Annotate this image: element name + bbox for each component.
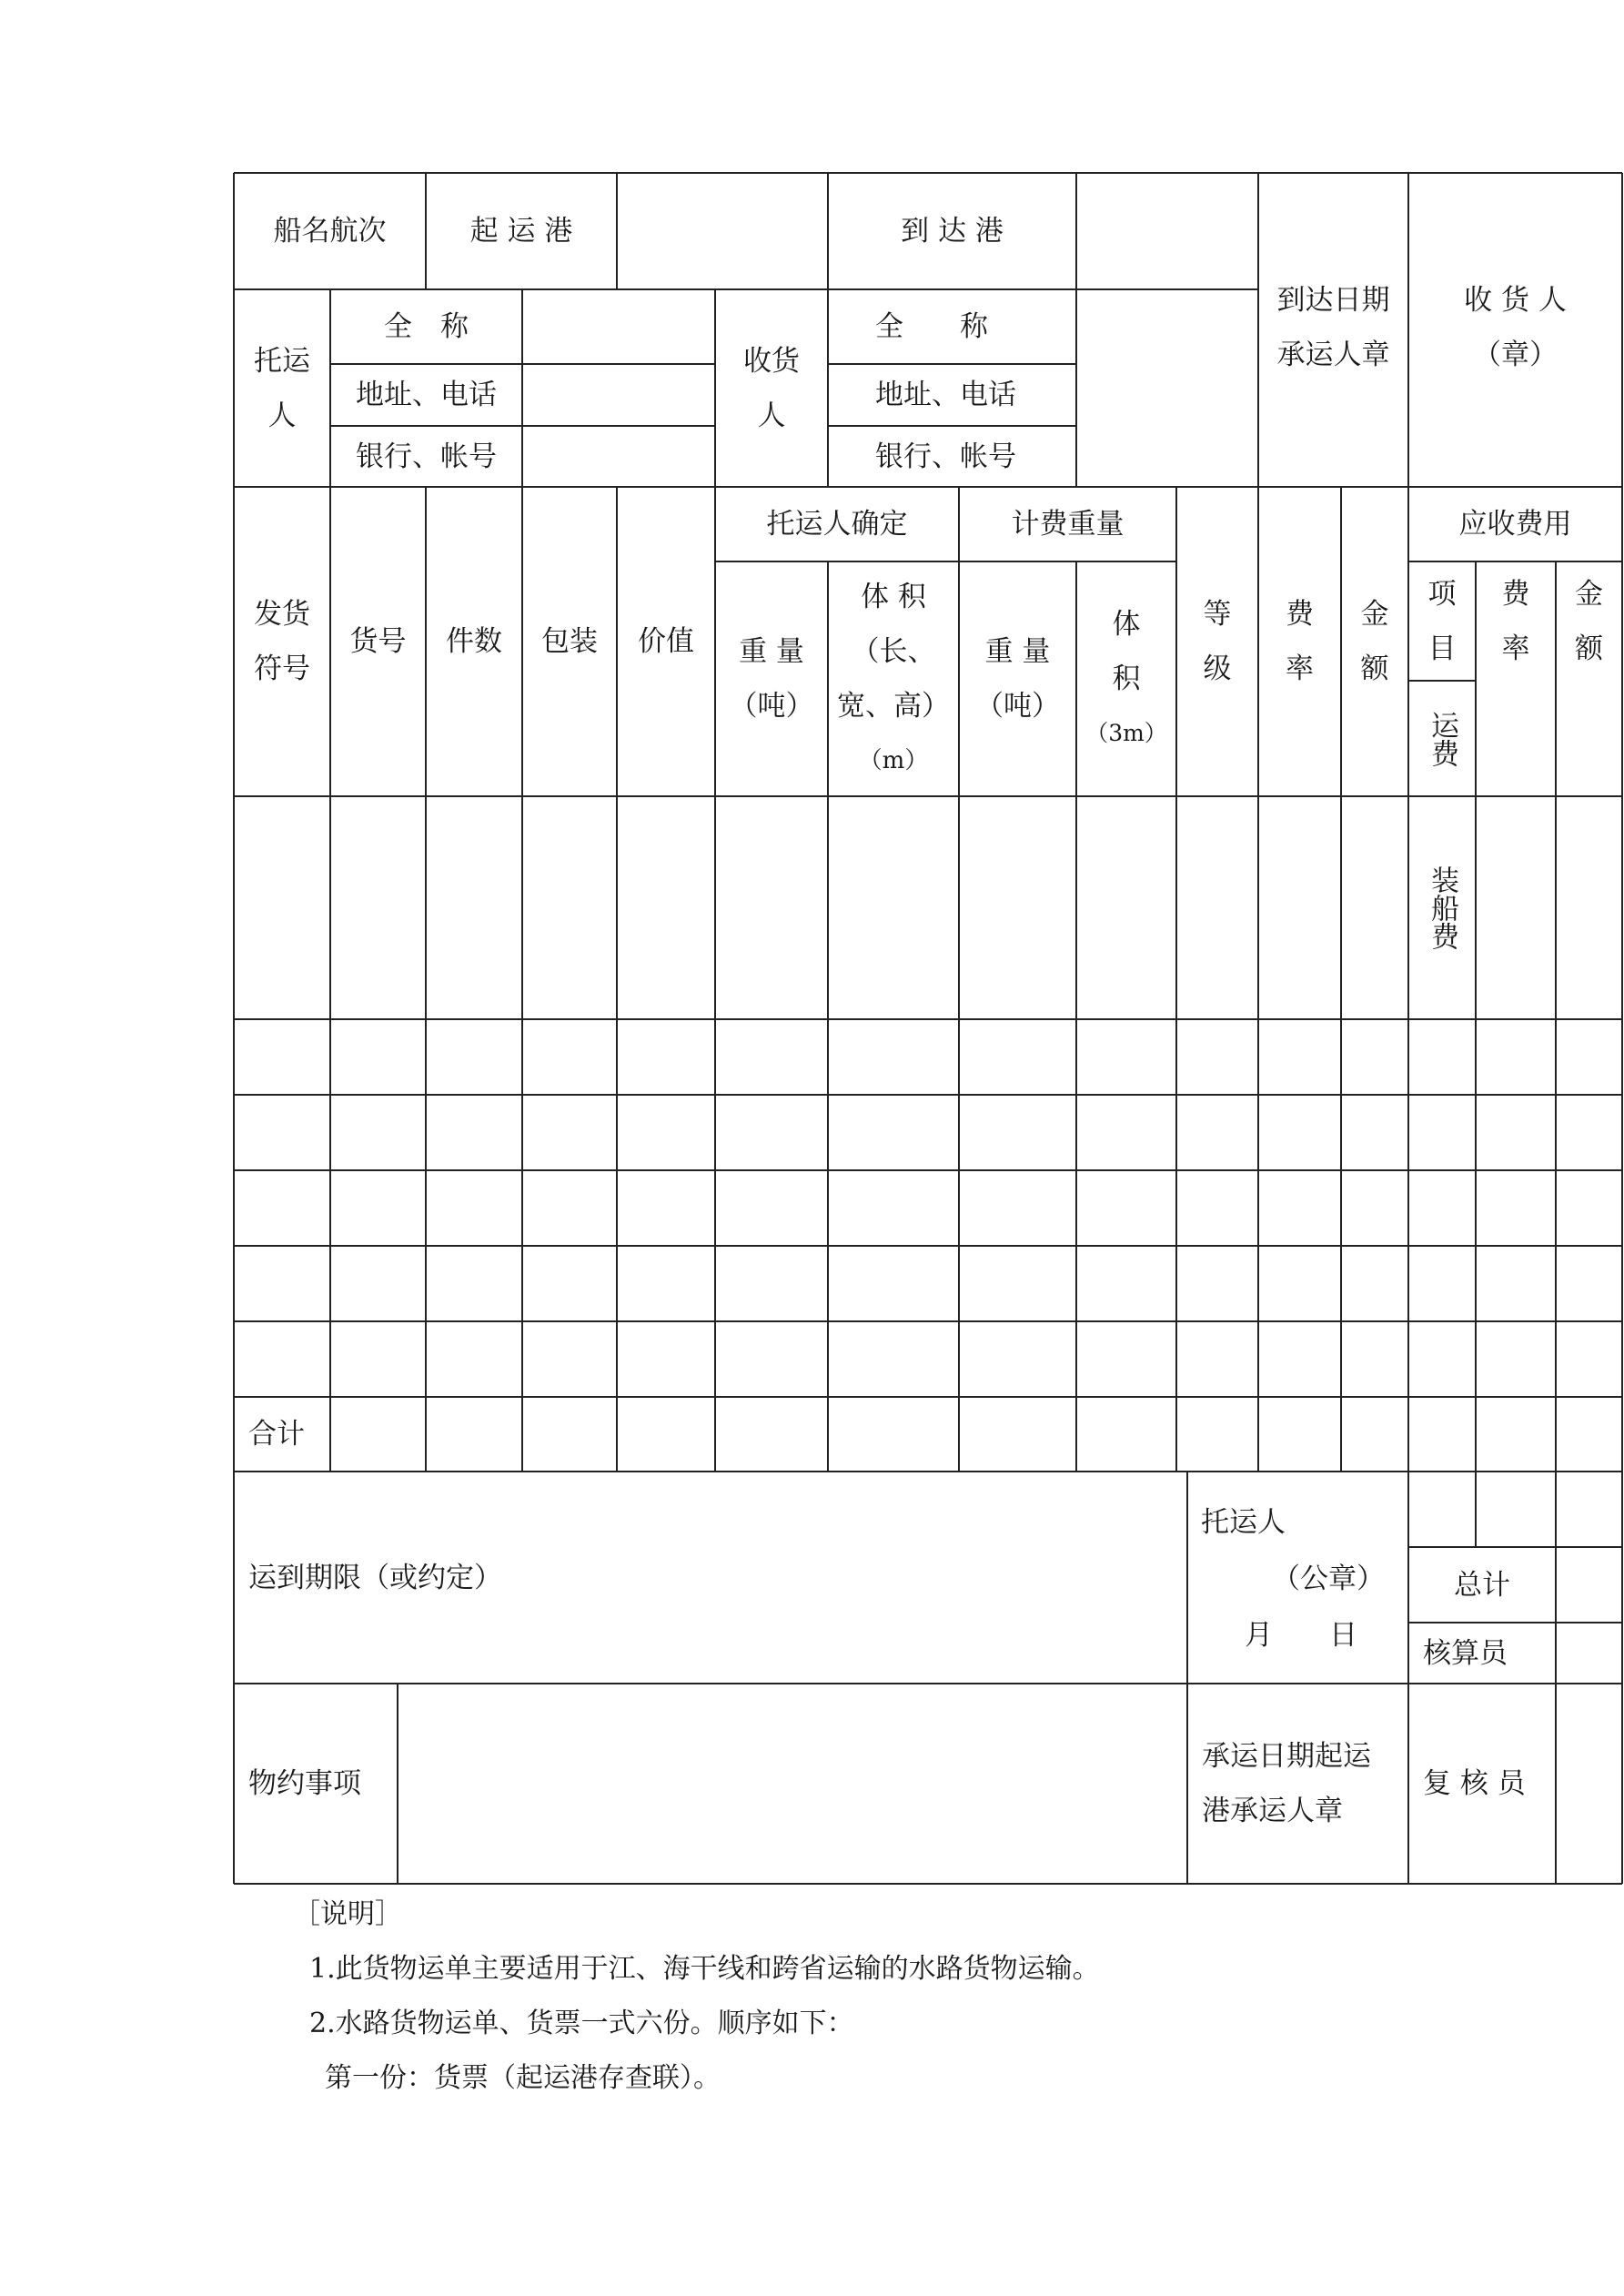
col-volume-dims-line4: （m） <box>858 747 929 774</box>
receiver-bank-account-field[interactable] <box>1076 426 1258 487</box>
col-cargo-no: 货号 <box>349 625 407 658</box>
col-weight-tons <box>715 561 828 796</box>
notes-item-3: 第一份：货票（起运港存查联）。 <box>325 2062 721 2094</box>
receiver-full-name-field[interactable] <box>1076 289 1258 364</box>
col-grade-line1: 等 <box>1203 598 1232 631</box>
consignee-title: 收 货 人 <box>1464 284 1567 317</box>
col-charge-weight: 计费重量 <box>1011 508 1125 541</box>
shipper-label <box>234 289 330 487</box>
receiver-label <box>715 289 828 487</box>
col-fee-amount <box>1556 561 1622 681</box>
departure-port-field[interactable] <box>617 173 828 289</box>
notes-item-2: 2.水路货物运单、货票一式六份。顺序如下： <box>309 2008 854 2039</box>
fee-item-loading: 装船费 <box>1426 865 1458 950</box>
col-shipping-mark-line1: 发货 <box>254 598 310 631</box>
col-volume-dims-line3: 宽、高） <box>837 690 950 723</box>
col-amount-line2: 额 <box>1360 652 1389 685</box>
col-fee-item <box>1408 561 1476 681</box>
col-packing: 包装 <box>541 625 598 658</box>
notes-heading: ［说明］ <box>293 1898 402 1930</box>
carry-date-stamp <box>1187 1684 1408 1884</box>
shipper-label-line2: 人 <box>267 399 297 432</box>
col-charge-volume-line1: 体 <box>1112 608 1141 641</box>
col-shipper-confirmed: 托运人确定 <box>766 508 908 541</box>
totals-row-label: 合计 <box>248 1418 305 1451</box>
col-fee-amount-line2: 额 <box>1575 632 1603 665</box>
arrival-port-label: 到 达 港 <box>901 215 1004 248</box>
shipper-full-name-field[interactable] <box>522 289 715 364</box>
receiver-bank-account-label: 银行、帐号 <box>875 440 1016 473</box>
carry-date-line1: 承运日期起运 <box>1202 1740 1371 1773</box>
col-volume-dims-line2: （长、 <box>851 635 936 668</box>
shipper-full-name-label: 全 称 <box>384 310 469 343</box>
shipper-bank-account-label: 银行、帐号 <box>356 440 497 473</box>
col-fee-item-line1: 项 <box>1427 577 1457 611</box>
receiver-address-phone-field[interactable] <box>1076 364 1258 426</box>
arrival-date-line2: 承运人章 <box>1276 339 1390 371</box>
col-weight-tons-line2: （吨） <box>729 690 814 723</box>
col-pieces: 件数 <box>446 625 502 658</box>
col-value: 价值 <box>638 625 694 658</box>
col-charge-volume <box>1076 561 1176 796</box>
fee-item-freight: 运费 <box>1426 710 1458 767</box>
col-fee-amount-line1: 金 <box>1575 577 1603 611</box>
official-seal-label: （公章） <box>1272 1563 1385 1595</box>
reviewer-label: 复 核 员 <box>1423 1767 1526 1800</box>
col-charge-volume-line3: （3m） <box>1085 720 1167 746</box>
col-grade-line2: 级 <box>1203 652 1232 685</box>
col-receivable-fees: 应收费用 <box>1458 508 1572 541</box>
col-charge-weight-tons-line1: 重 量 <box>984 635 1051 668</box>
col-shipping-mark <box>234 487 330 796</box>
departure-port-label: 起 运 港 <box>469 215 573 248</box>
col-fee-rate-line2: 率 <box>1501 632 1530 665</box>
col-shipping-mark-line2: 符号 <box>254 652 310 685</box>
col-fee-item-line2: 目 <box>1427 632 1457 665</box>
col-rate <box>1258 487 1341 796</box>
arrival-port-field[interactable] <box>1076 173 1258 289</box>
receiver-address-phone-label: 地址、电话 <box>875 379 1016 411</box>
special-terms-field[interactable] <box>398 1684 1187 1884</box>
shipper-label-line1: 托运 <box>254 344 310 378</box>
receiver-label-line2: 人 <box>757 399 786 432</box>
month-day-label: 月 日 <box>1245 1619 1357 1652</box>
arrival-date-carrier-stamp <box>1258 264 1408 391</box>
shipper-address-phone-label: 地址、电话 <box>356 379 497 411</box>
ship-voyage-label: 船名航次 <box>273 215 387 248</box>
shipper-sign-label: 托运人 <box>1201 1506 1286 1539</box>
col-rate-line1: 费 <box>1286 598 1314 631</box>
carry-date-line2: 港承运人章 <box>1202 1795 1343 1827</box>
col-charge-weight-tons <box>959 561 1076 796</box>
col-grade <box>1176 487 1258 796</box>
notes-item-1: 1.此货物运单主要适用于江、海干线和跨省运输的水路货物运输。 <box>309 1953 1100 1985</box>
consignee-stamp: （章） <box>1473 339 1558 371</box>
special-terms-label: 物约事项 <box>248 1767 361 1800</box>
col-volume-dims-line1: 体 积 <box>861 581 926 613</box>
col-fee-rate <box>1476 561 1556 681</box>
shipper-bank-account-field[interactable] <box>522 426 715 487</box>
transit-limit-label: 运到期限（或约定） <box>248 1561 502 1594</box>
grand-total-label: 总计 <box>1454 1568 1510 1602</box>
col-charge-volume-line2: 积 <box>1112 663 1141 695</box>
receiver-full-name-label: 全 称 <box>875 310 988 343</box>
accountant-label: 核算员 <box>1423 1636 1508 1670</box>
col-charge-weight-tons-line2: （吨） <box>975 690 1060 723</box>
consignee-stamp-box <box>1408 264 1622 391</box>
col-fee-rate-line1: 费 <box>1501 577 1530 611</box>
col-weight-tons-line1: 重 量 <box>739 635 804 668</box>
col-amount-line1: 金 <box>1360 598 1389 631</box>
col-amount <box>1341 487 1408 796</box>
arrival-date-line1: 到达日期 <box>1276 284 1390 317</box>
shipper-address-phone-field[interactable] <box>522 364 715 426</box>
receiver-label-line1: 收货 <box>743 344 800 378</box>
col-volume-dims <box>828 561 959 796</box>
col-rate-line2: 率 <box>1286 652 1314 685</box>
